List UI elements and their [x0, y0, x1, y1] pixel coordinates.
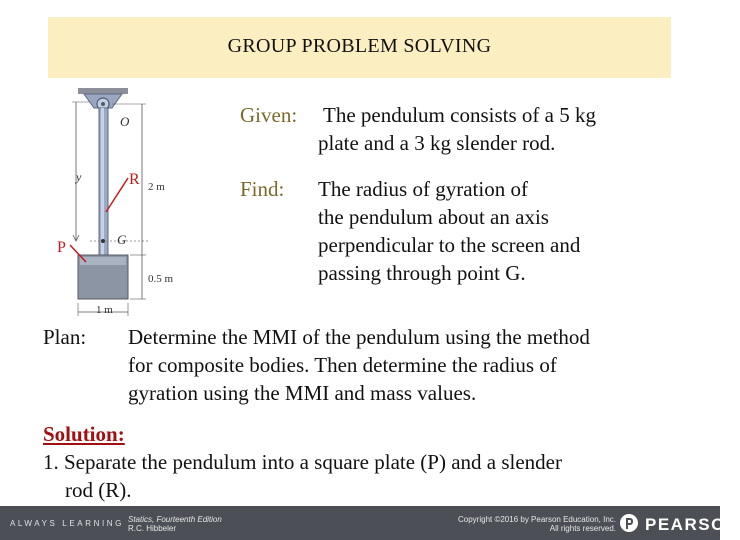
- copyright-line-2: All rights reserved.: [549, 524, 616, 533]
- support-plate: [78, 88, 128, 94]
- point-g: [101, 239, 105, 243]
- find-label: Find:: [240, 177, 285, 201]
- solution-step-1-line-1: 1. Separate the pendulum into a square plate (P) and a slender: [43, 450, 562, 474]
- title-band: [48, 17, 671, 78]
- pearson-logo-icon: [619, 513, 639, 533]
- pearson-brand: PEARSON: [645, 515, 740, 534]
- find-line-4: passing through point G.: [318, 261, 526, 285]
- plan-line-1: Determine the MMI of the pendulum using the method: [128, 325, 590, 349]
- label-g: G: [117, 232, 127, 247]
- footer-bar: [0, 506, 740, 540]
- plan-line-2: for composite bodies. Then determine the radius of: [128, 353, 557, 377]
- copyright-line-1: Copyright ©2016 by Pearson Education, Inc.: [458, 515, 616, 524]
- given-label: Given:: [240, 103, 298, 127]
- slide-title: GROUP PROBLEM SOLVING: [227, 35, 492, 57]
- book-info: [128, 515, 222, 533]
- pointer-r: [106, 178, 128, 212]
- given-line-2: plate and a 3 kg slender rod.: [318, 131, 556, 155]
- label-r: R: [129, 171, 140, 188]
- label-2m: 2 m: [148, 181, 165, 193]
- plan-line-3: gyration using the MMI and mass values.: [128, 381, 477, 405]
- plan-label: Plan:: [43, 325, 87, 349]
- copyright: [458, 515, 616, 533]
- find-line-3: perpendicular to the screen and: [318, 233, 581, 257]
- label-p: P: [57, 239, 66, 256]
- always-learning-tagline: ALWAYS LEARNING: [10, 519, 124, 528]
- pendulum-diagram: [50, 80, 240, 320]
- book-title: Statics, Fourteenth Edition: [128, 515, 222, 524]
- find-line-1: The radius of gyration of: [318, 177, 528, 201]
- label-o: O: [120, 114, 130, 129]
- book-author: R.C. Hibbeler: [128, 524, 177, 533]
- find-line-2: the pendulum about an axis: [318, 205, 549, 229]
- solution-heading: Solution:: [43, 422, 125, 446]
- label-1m: 1 m: [96, 304, 113, 316]
- label-05m: 0.5 m: [148, 273, 174, 285]
- label-y: y: [76, 170, 82, 184]
- solution-step-1-line-2: rod (R).: [65, 478, 132, 502]
- solution-section: [43, 420, 562, 504]
- given-line-1: The pendulum consists of a 5 kg: [323, 103, 596, 127]
